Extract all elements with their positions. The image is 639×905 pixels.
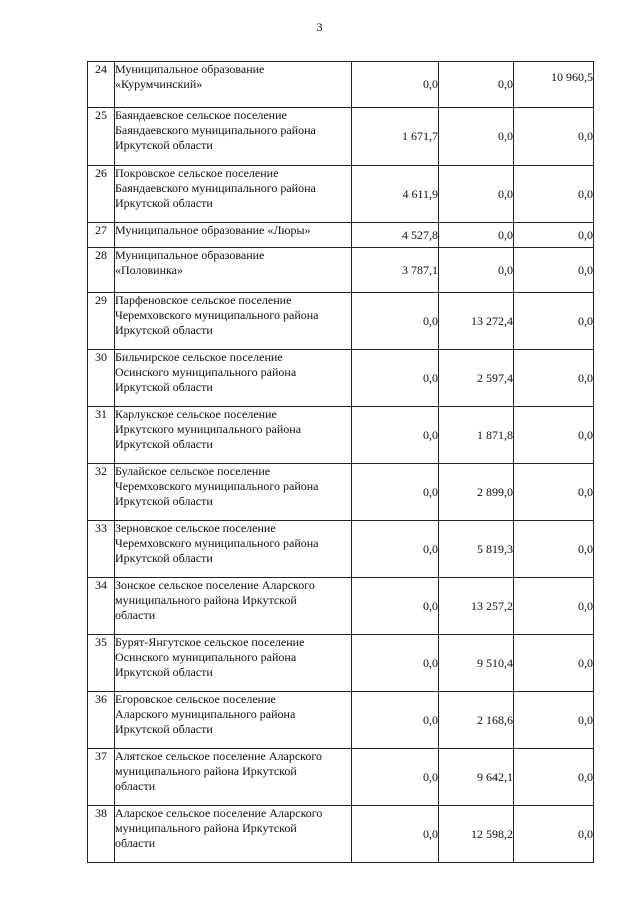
amount-cell-3: 0,0 [514,108,594,166]
amount-cell-3: 0,0 [514,407,594,464]
amount-cell-3: 0,0 [514,293,594,350]
municipality-name-cell [115,521,352,578]
row-number: 33 [88,521,115,578]
amount-cell-3: 0,0 [514,692,594,749]
municipality-name-cell [115,635,352,692]
table-row [88,108,594,166]
municipality-name: Бильчирское сельское поселение Осинского муниципального района Иркутской области [115,350,297,394]
row-number: 32 [88,464,115,521]
allocation-table [87,61,594,863]
row-number: 37 [88,749,115,806]
municipality-name: Муниципальное образование «Половинка» [115,248,265,277]
municipality-name-cell [115,248,352,293]
amount-cell-1: 1 671,7 [352,108,439,166]
row-number: 26 [88,166,115,223]
row-number: 30 [88,350,115,407]
municipality-name-cell [115,62,352,108]
amount-cell-1: 0,0 [352,692,439,749]
table-row [88,350,594,407]
table-row [88,62,594,108]
amount-cell-3: 0,0 [514,166,594,223]
amount-cell-1: 0,0 [352,62,439,108]
amount-cell-2: 2 168,6 [439,692,514,749]
municipality-name-cell [115,749,352,806]
table-row [88,521,594,578]
amount-cell-1: 0,0 [352,464,439,521]
amount-cell-3: 0,0 [514,521,594,578]
municipality-name: Муниципальное образование «Люры» [115,223,311,237]
municipality-name-cell [115,407,352,464]
municipality-name-cell [115,350,352,407]
amount-cell-2: 13 272,4 [439,293,514,350]
table-row [88,248,594,293]
amount-cell-1: 0,0 [352,350,439,407]
amount-cell-3: 0,0 [514,578,594,635]
amount-cell-1: 0,0 [352,521,439,578]
amount-cell-1: 0,0 [352,806,439,863]
municipality-name-cell [115,166,352,223]
amount-cell-2: 0,0 [439,248,514,293]
amount-cell-2: 1 871,8 [439,407,514,464]
table-row [88,464,594,521]
amount-cell-3: 0,0 [514,806,594,863]
amount-cell-3: 0,0 [514,464,594,521]
row-number: 38 [88,806,115,863]
amount-cell-1: 0,0 [352,635,439,692]
municipality-name-cell [115,692,352,749]
amount-cell-1: 0,0 [352,578,439,635]
page-number: 3 [316,20,323,34]
amount-cell-3: 0,0 [514,248,594,293]
row-number: 35 [88,635,115,692]
row-number: 25 [88,108,115,166]
amount-cell-1: 3 787,1 [352,248,439,293]
municipality-name-cell [115,578,352,635]
amount-cell-2: 2 597,4 [439,350,514,407]
municipality-name-cell [115,108,352,166]
amount-cell-3: 0,0 [514,350,594,407]
table-row [88,692,594,749]
amount-cell-3: 0,0 [514,223,594,248]
amount-cell-1: 4 611,9 [352,166,439,223]
amount-cell-1: 0,0 [352,749,439,806]
amount-cell-2: 12 598,2 [439,806,514,863]
amount-cell-2: 9 642,1 [439,749,514,806]
table-row [88,749,594,806]
municipality-name: Карлукское сельское поселение Иркутского муниципального района Иркутской области [115,407,302,451]
municipality-name: Муниципальное образование «Курумчинский» [115,62,265,91]
amount-cell-2: 9 510,4 [439,635,514,692]
amount-cell-2: 13 257,2 [439,578,514,635]
amount-cell-2: 0,0 [439,166,514,223]
municipality-name-cell [115,223,352,248]
amount-cell-3: 0,0 [514,749,594,806]
amount-cell-1: 4 527,8 [352,223,439,248]
municipality-name: Баяндаевское сельское поселение Баяндаевского муниципального района Иркутской области [115,108,316,152]
table-row [88,806,594,863]
amount-cell-3: 0,0 [514,635,594,692]
municipality-name-cell [115,806,352,863]
row-number: 27 [88,223,115,248]
table-row [88,293,594,350]
amount-cell-1: 0,0 [352,293,439,350]
municipality-name: Булайское сельское поселение Черемховского муниципального района Иркутской области [115,464,319,508]
row-number: 24 [88,62,115,108]
amount-cell-2: 0,0 [439,62,514,108]
table-row [88,578,594,635]
amount-cell-2: 5 819,3 [439,521,514,578]
table-row [88,166,594,223]
municipality-name: Покровское сельское поселение Баяндаевского муниципального района Иркутской области [115,166,316,210]
row-number: 34 [88,578,115,635]
table-row [88,635,594,692]
municipality-name: Зонское сельское поселение Аларского муниципального района Иркутской области [115,578,315,622]
row-number: 31 [88,407,115,464]
table-row [88,407,594,464]
municipality-name-cell [115,464,352,521]
municipality-name: Парфеновское сельское поселение Черемховского муниципального района Иркутской области [115,293,319,337]
municipality-name: Зерновское сельское поселение Черемховского муниципального района Иркутской области [115,521,319,565]
table-body [88,62,594,863]
municipality-name: Аларское сельское поселение Аларского муниципального района Иркутской области [115,806,323,850]
municipality-name: Алятское сельское поселение Аларского муниципального района Иркутской области [115,749,323,793]
table-row [88,223,594,248]
row-number: 28 [88,248,115,293]
amount-cell-1: 0,0 [352,407,439,464]
amount-cell-3: 10 960,5 [514,62,594,108]
municipality-name: Бурят-Янгутское сельское поселение Осинского муниципального района Иркутской области [115,635,305,679]
row-number: 36 [88,692,115,749]
amount-cell-2: 2 899,0 [439,464,514,521]
amount-cell-2: 0,0 [439,108,514,166]
row-number: 29 [88,293,115,350]
municipality-name-cell [115,293,352,350]
amount-cell-2: 0,0 [439,223,514,248]
municipality-name: Егоровское сельское поселение Аларского муниципального района Иркутской области [115,692,296,736]
